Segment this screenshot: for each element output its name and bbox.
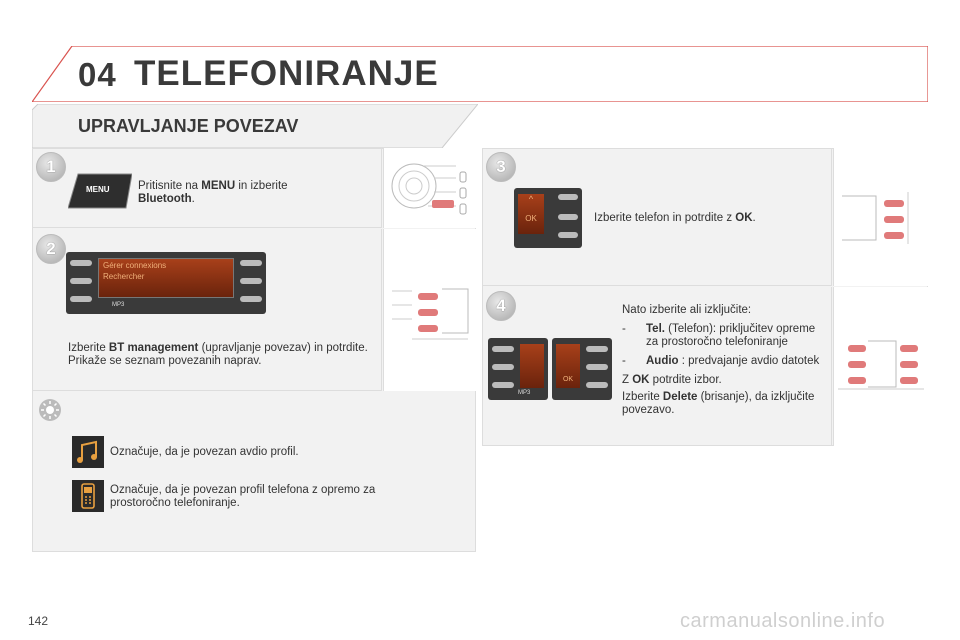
delete-bold: Delete bbox=[662, 391, 698, 403]
bullet-audio-text: : predvajanje avdio datotek bbox=[678, 355, 820, 367]
step-4-thumbnail bbox=[833, 287, 928, 446]
phone-profile-text: Označuje, da je povezan profil telefona z opremo za prostoročno telefoniranje. bbox=[110, 484, 376, 509]
step-2-radio-display bbox=[66, 252, 266, 314]
step-3-thumbnail bbox=[833, 148, 928, 286]
step-1-bluetooth-bold: Bluetooth bbox=[138, 193, 192, 205]
section-title: UPRAVLJANJE POVEZAV bbox=[78, 116, 299, 136]
step-4-display-left bbox=[488, 338, 548, 400]
step-1-text-mid: in izberite bbox=[235, 180, 288, 192]
page-number: 142 bbox=[28, 614, 49, 628]
confirm-post: potrdite izbor. bbox=[649, 374, 722, 386]
step-3-badge: 3 bbox=[486, 152, 516, 182]
step-4-intro: Nato izberite ali izključite: bbox=[622, 304, 752, 316]
bullet-dash: - bbox=[622, 355, 626, 367]
screen-line-manage: Gérer connexions bbox=[103, 261, 167, 270]
step-4-badge: 4 bbox=[486, 291, 516, 321]
step-1-text-post: . bbox=[191, 193, 195, 205]
screen-line-search: Rechercher bbox=[103, 272, 145, 281]
step-4-delete bbox=[622, 391, 822, 417]
step-3-ok-bold: OK bbox=[735, 212, 753, 224]
step-3-radio-display bbox=[514, 188, 582, 248]
step-2-badge: 2 bbox=[36, 234, 66, 264]
step-4-bullet-tel bbox=[622, 323, 822, 349]
bullet-tel-text: (Telefon): priključitev opreme za prostoročno telefoniranje bbox=[646, 323, 816, 348]
step-1-badge: 1 bbox=[36, 152, 66, 182]
delete-pre: Izberite bbox=[622, 391, 663, 403]
step-3-text-post: . bbox=[752, 212, 756, 224]
phone-profile-icon bbox=[72, 480, 104, 512]
step-3-text bbox=[594, 212, 824, 225]
step-3-up-arrow: ^ bbox=[528, 194, 534, 204]
step-4-screen-footer: MP3 bbox=[518, 390, 531, 396]
audio-profile-icon bbox=[72, 436, 104, 468]
step-4-confirm bbox=[622, 374, 822, 387]
step-2-bt-management-bold: BT management bbox=[108, 342, 199, 354]
audio-profile-text: Označuje, da je povezan avdio profil. bbox=[110, 446, 299, 458]
step-3-text-pre: Izberite telefon in potrdite z bbox=[594, 212, 736, 224]
step-1-menu-bold: MENU bbox=[201, 180, 236, 192]
tip-lamp-icon bbox=[38, 398, 62, 422]
step-4-display-right bbox=[552, 338, 612, 400]
chapter-title: TELEFONIRANJE bbox=[134, 54, 439, 93]
step-4-screen-ok: OK bbox=[562, 376, 574, 383]
screen-footer-mp3: MP3 bbox=[112, 302, 125, 308]
step-2-text bbox=[68, 342, 372, 368]
step-2-text-post: (upravljanje povezav) in potrdite. Prikaže se seznam povezanih naprav. bbox=[68, 342, 368, 367]
confirm-pre: Z bbox=[622, 374, 633, 386]
confirm-ok-bold: OK bbox=[632, 374, 650, 386]
step-1-text bbox=[138, 180, 358, 206]
step-2-thumbnail bbox=[383, 229, 476, 391]
step-3-screen-ok: OK bbox=[525, 214, 537, 223]
step-4-bullet-audio bbox=[622, 355, 822, 368]
bullet-dash: - bbox=[622, 323, 626, 335]
menu-button-label: MENU bbox=[86, 185, 110, 194]
bullet-audio-bold: Audio bbox=[646, 355, 679, 367]
chapter-number: 04 bbox=[78, 56, 117, 93]
step-1-text-pre: Pritisnite na bbox=[138, 180, 202, 192]
delete-post: (brisanje), da izključite povezavo. bbox=[622, 391, 815, 416]
step-2-text-pre: Izberite bbox=[68, 342, 109, 354]
menu-button-image bbox=[68, 172, 132, 210]
watermark: carmanualsonline.info bbox=[680, 610, 886, 632]
step-4-text bbox=[622, 304, 822, 417]
bullet-tel-bold: Tel. bbox=[646, 323, 665, 335]
step-1-thumbnail bbox=[383, 148, 476, 228]
